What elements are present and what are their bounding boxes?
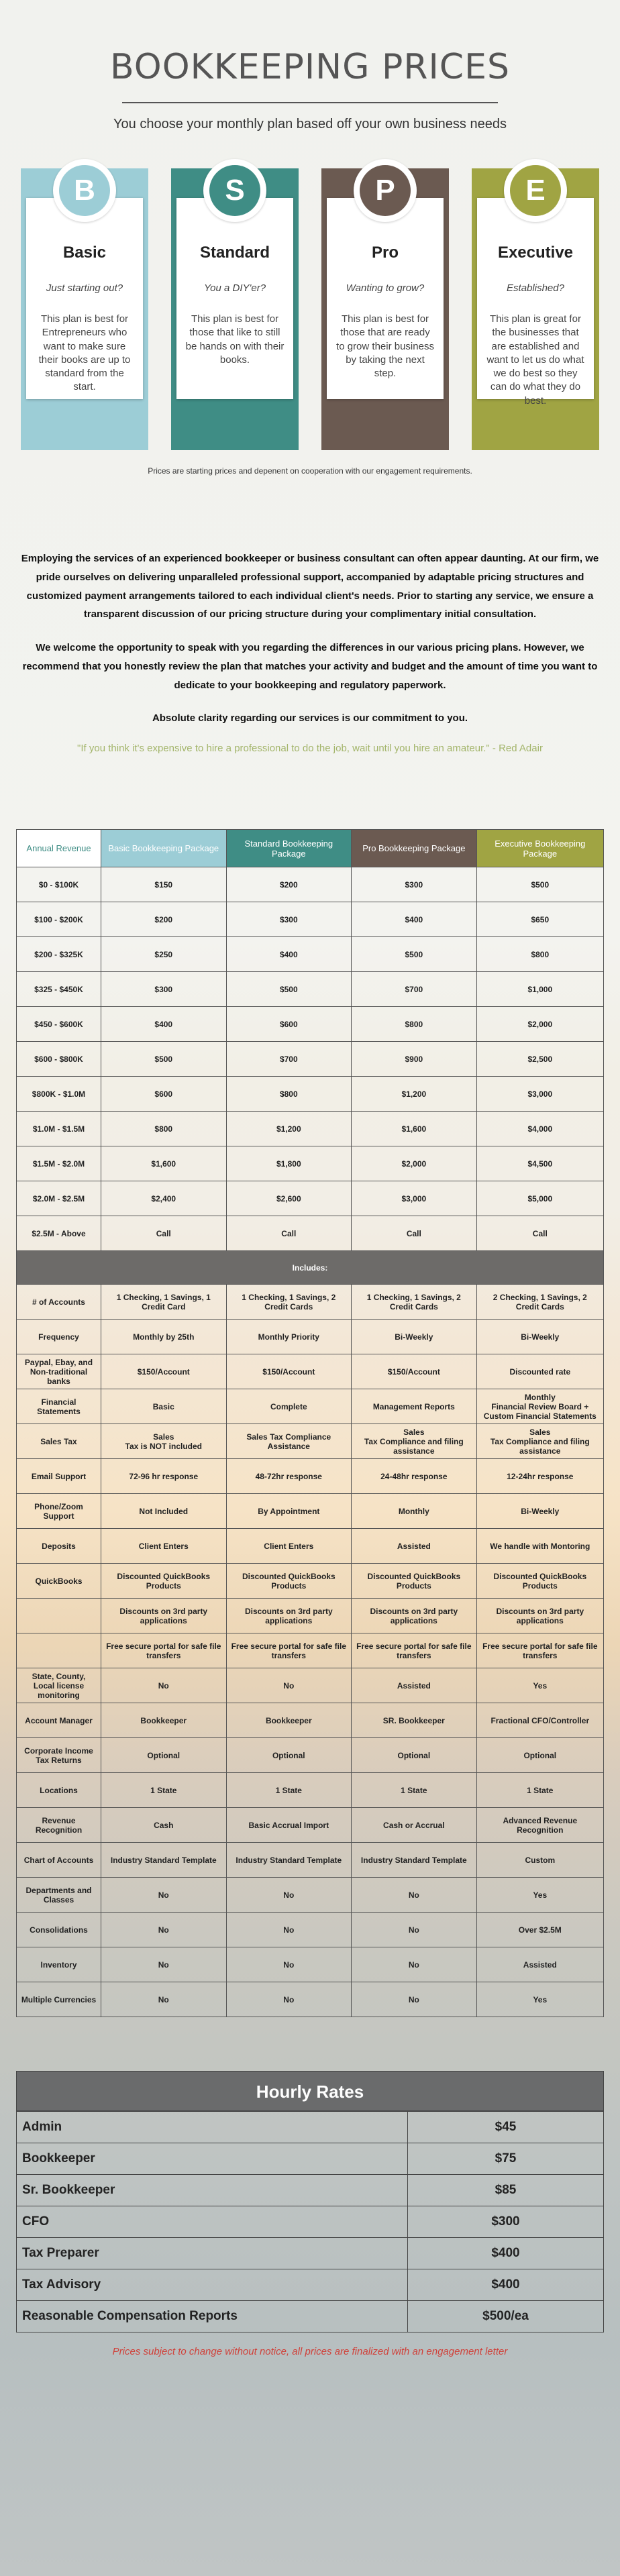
plan-card-body xyxy=(26,198,143,399)
plan-name: Pro xyxy=(371,244,399,262)
feature-value-cell: Assisted xyxy=(352,1529,477,1564)
feature-label-cell: Email Support xyxy=(17,1459,101,1494)
pricing-header-cell: Standard Bookkeeping Package xyxy=(226,830,352,867)
revenue-range-cell: $2.5M - Above xyxy=(17,1216,101,1251)
feature-value-cell: $150/Account xyxy=(352,1354,477,1389)
feature-value-cell: 1 State xyxy=(101,1773,227,1808)
plan-card-body xyxy=(477,198,594,407)
feature-value-cell: 1 State xyxy=(352,1773,477,1808)
includes-row xyxy=(17,1459,604,1494)
feature-value-cell: Yes xyxy=(476,1878,603,1913)
pricing-row xyxy=(17,902,604,937)
feature-label-cell: Revenue Recognition xyxy=(17,1808,101,1843)
hourly-role-cell: Sr. Bookkeeper xyxy=(17,2175,408,2206)
price-cell: Call xyxy=(476,1216,603,1251)
intro-section xyxy=(20,549,600,728)
feature-value-cell: Industry Standard Template xyxy=(352,1843,477,1878)
hourly-rate-row xyxy=(17,2238,604,2269)
price-cell: $200 xyxy=(101,902,227,937)
feature-value-cell: No xyxy=(352,1982,477,2017)
price-cell: Call xyxy=(101,1216,227,1251)
feature-value-cell: Free secure portal for safe file transfers xyxy=(101,1633,227,1668)
intro-paragraph-1: Employing the services of an experienced bookkeeper or business consultant can often appear daunting. At our firm, we pride ourselves on delivering unparalleled professional support, accompanied by adaptable pricing structures and customized payment arrangements tailored to each individual client's needs. Prior to starting any service, we ensure a transparent discussion of our pricing structure during your complimentary initial consultation. xyxy=(21,553,599,621)
feature-label-cell: Deposits xyxy=(17,1529,101,1564)
feature-value-cell: Basic xyxy=(101,1389,227,1424)
plan-card-standard xyxy=(171,168,299,450)
price-cell: $650 xyxy=(476,902,603,937)
feature-value-cell: Not Included xyxy=(101,1494,227,1529)
pricing-row xyxy=(17,1112,604,1146)
includes-row xyxy=(17,1633,604,1668)
revenue-range-cell: $450 - $600K xyxy=(17,1007,101,1042)
price-cell: $150 xyxy=(101,867,227,902)
price-cell: $1,000 xyxy=(476,972,603,1007)
feature-value-cell: Bookkeeper xyxy=(101,1703,227,1738)
feature-value-cell: Discounted rate xyxy=(476,1354,603,1389)
plan-letter-badge xyxy=(504,159,567,222)
hourly-role-cell: CFO xyxy=(17,2206,408,2238)
pricing-row xyxy=(17,937,604,972)
feature-label-cell: Account Manager xyxy=(17,1703,101,1738)
includes-label: Includes: xyxy=(17,1251,604,1285)
price-cell: $400 xyxy=(101,1007,227,1042)
feature-value-cell: Sales Tax is NOT included xyxy=(101,1424,227,1459)
price-cell: $300 xyxy=(226,902,352,937)
price-cell: $800 xyxy=(226,1077,352,1112)
feature-value-cell: 1 State xyxy=(476,1773,603,1808)
feature-value-cell: Custom xyxy=(476,1843,603,1878)
revenue-range-cell: $325 - $450K xyxy=(17,972,101,1007)
feature-label-cell xyxy=(17,1599,101,1633)
title-divider xyxy=(122,102,498,103)
feature-value-cell: Discounted QuickBooks Products xyxy=(101,1564,227,1599)
feature-value-cell: No xyxy=(352,1947,477,1982)
hourly-role-cell: Bookkeeper xyxy=(17,2143,408,2175)
hourly-role-cell: Reasonable Compensation Reports xyxy=(17,2301,408,2332)
hourly-rate-row xyxy=(17,2143,604,2175)
includes-row xyxy=(17,1808,604,1843)
pricing-row xyxy=(17,1181,604,1216)
feature-value-cell: By Appointment xyxy=(226,1494,352,1529)
feature-value-cell: Free secure portal for safe file transfers xyxy=(226,1633,352,1668)
includes-row xyxy=(17,1738,604,1773)
intro-paragraph-2: We welcome the opportunity to speak with you regarding the differences in our various pricing plans. However, we recommend that you honestly review the plan that matches your activity and budget and the amount of time you want to dedicate to your bookkeeping and regulatory paperwork. xyxy=(22,642,598,691)
feature-value-cell: 24-48hr response xyxy=(352,1459,477,1494)
price-cell: $900 xyxy=(352,1042,477,1077)
feature-value-cell: No xyxy=(226,1947,352,1982)
feature-value-cell: Free secure portal for safe file transfers xyxy=(476,1633,603,1668)
plan-description: This plan is best for those that are ready to grow their business by taking the next step. xyxy=(336,313,434,379)
feature-value-cell: Yes xyxy=(476,1668,603,1703)
includes-row xyxy=(17,1668,604,1703)
price-cell: $400 xyxy=(352,902,477,937)
price-cell: $1,800 xyxy=(226,1146,352,1181)
hourly-role-cell: Admin xyxy=(17,2112,408,2143)
feature-value-cell: Monthly by 25th xyxy=(101,1320,227,1354)
revenue-range-cell: $600 - $800K xyxy=(17,1042,101,1077)
pricing-row xyxy=(17,1146,604,1181)
feature-value-cell: 1 State xyxy=(226,1773,352,1808)
includes-row xyxy=(17,1703,604,1738)
footnote: Prices subject to change without notice, all prices are finalized with an engagement letter xyxy=(112,2346,508,2357)
hourly-rate-cell: $400 xyxy=(408,2238,604,2269)
price-cell: Call xyxy=(352,1216,477,1251)
price-cell: $1,200 xyxy=(226,1112,352,1146)
feature-value-cell: Discounts on 3rd party applications xyxy=(352,1599,477,1633)
plan-card-body xyxy=(176,198,293,399)
feature-label-cell: Departments and Classes xyxy=(17,1878,101,1913)
feature-label-cell: Consolidations xyxy=(17,1913,101,1947)
feature-value-cell: No xyxy=(352,1913,477,1947)
feature-label-cell: QuickBooks xyxy=(17,1564,101,1599)
revenue-range-cell: $100 - $200K xyxy=(17,902,101,937)
plan-letter: P xyxy=(360,165,411,216)
feature-value-cell: No xyxy=(226,1668,352,1703)
feature-value-cell: Monthly Financial Review Board + Custom Financial Statements xyxy=(476,1389,603,1424)
includes-row xyxy=(17,1494,604,1529)
revenue-range-cell: $1.0M - $1.5M xyxy=(17,1112,101,1146)
price-cell: $800 xyxy=(352,1007,477,1042)
price-cell: $5,000 xyxy=(476,1181,603,1216)
feature-value-cell: No xyxy=(352,1878,477,1913)
plan-description: This plan is great for the businesses that are established and want to let us do what we do best so they can do what they do best. xyxy=(486,313,584,407)
revenue-range-cell: $800K - $1.0M xyxy=(17,1077,101,1112)
includes-row xyxy=(17,1564,604,1599)
hourly-rate-row xyxy=(17,2269,604,2301)
hourly-role-cell: Tax Advisory xyxy=(17,2269,408,2301)
price-cell: $700 xyxy=(226,1042,352,1077)
feature-value-cell: Assisted xyxy=(476,1947,603,1982)
price-cell: $600 xyxy=(226,1007,352,1042)
feature-label-cell: Multiple Currencies xyxy=(17,1982,101,2017)
price-cell: $2,500 xyxy=(476,1042,603,1077)
includes-row xyxy=(17,1320,604,1354)
includes-row xyxy=(17,1982,604,2017)
price-cell: $2,000 xyxy=(352,1146,477,1181)
feature-label-cell: Corporate Income Tax Returns xyxy=(17,1738,101,1773)
hourly-role-cell: Tax Preparer xyxy=(17,2238,408,2269)
feature-value-cell: Management Reports xyxy=(352,1389,477,1424)
price-cell: $4,500 xyxy=(476,1146,603,1181)
feature-value-cell: 72-96 hr response xyxy=(101,1459,227,1494)
price-cell: $4,000 xyxy=(476,1112,603,1146)
pricing-row xyxy=(17,1042,604,1077)
feature-value-cell: Discounts on 3rd party applications xyxy=(101,1599,227,1633)
plan-cards xyxy=(0,168,620,450)
feature-value-cell: Bi-Weekly xyxy=(352,1320,477,1354)
includes-header-row xyxy=(17,1251,604,1285)
feature-value-cell: Sales Tax Compliance and filing assistance xyxy=(352,1424,477,1459)
feature-label-cell: Financial Statements xyxy=(17,1389,101,1424)
pricing-header-cell: Annual Revenue xyxy=(17,830,101,867)
price-cell: $500 xyxy=(101,1042,227,1077)
price-cell: $200 xyxy=(226,867,352,902)
feature-value-cell: Optional xyxy=(101,1738,227,1773)
price-cell: $800 xyxy=(101,1112,227,1146)
feature-value-cell: Complete xyxy=(226,1389,352,1424)
feature-value-cell: Optional xyxy=(352,1738,477,1773)
includes-row xyxy=(17,1913,604,1947)
hourly-rate-row xyxy=(17,2112,604,2143)
feature-value-cell: Discounted QuickBooks Products xyxy=(352,1564,477,1599)
feature-value-cell: 2 Checking, 1 Savings, 2 Credit Cards xyxy=(476,1285,603,1320)
feature-value-cell: Advanced Revenue Recognition xyxy=(476,1808,603,1843)
hourly-rate-cell: $400 xyxy=(408,2269,604,2301)
plan-tagline: You a DIY'er? xyxy=(203,282,266,294)
pricing-row xyxy=(17,972,604,1007)
feature-value-cell: 12-24hr response xyxy=(476,1459,603,1494)
price-cell: $1,600 xyxy=(352,1112,477,1146)
includes-row xyxy=(17,1599,604,1633)
price-cell: $250 xyxy=(101,937,227,972)
plan-card-body xyxy=(327,198,444,399)
pricing-header-cell: Executive Bookkeeping Package xyxy=(476,830,603,867)
feature-value-cell: Discounts on 3rd party applications xyxy=(226,1599,352,1633)
feature-value-cell: Assisted xyxy=(352,1668,477,1703)
hourly-rates-title: Hourly Rates xyxy=(16,2071,604,2111)
feature-value-cell: Sales Tax Compliance Assistance xyxy=(226,1424,352,1459)
feature-label-cell: Paypal, Ebay, and Non-traditional banks xyxy=(17,1354,101,1389)
feature-value-cell: Fractional CFO/Controller xyxy=(476,1703,603,1738)
price-cell: $700 xyxy=(352,972,477,1007)
price-cell: $1,200 xyxy=(352,1077,477,1112)
plan-description: This plan is best for Entrepreneurs who want to make sure their books are up to standard from the start. xyxy=(38,313,131,393)
feature-value-cell: We handle with Montoring xyxy=(476,1529,603,1564)
feature-value-cell: Basic Accrual Import xyxy=(226,1808,352,1843)
hourly-rate-cell: $75 xyxy=(408,2143,604,2175)
plans-note: Prices are starting prices and depenent on cooperation with our engagement requirements. xyxy=(148,466,472,476)
pricing-table xyxy=(16,829,604,2017)
feature-value-cell: No xyxy=(226,1982,352,2017)
hourly-rates-section xyxy=(16,2071,604,2332)
page-header xyxy=(0,0,620,132)
price-cell: $800 xyxy=(476,937,603,972)
includes-row xyxy=(17,1947,604,1982)
feature-value-cell: Industry Standard Template xyxy=(101,1843,227,1878)
includes-row xyxy=(17,1285,604,1320)
feature-label-cell: Locations xyxy=(17,1773,101,1808)
feature-value-cell: Discounted QuickBooks Products xyxy=(476,1564,603,1599)
feature-value-cell: Cash or Accrual xyxy=(352,1808,477,1843)
feature-value-cell: Discounted QuickBooks Products xyxy=(226,1564,352,1599)
pricing-row xyxy=(17,1007,604,1042)
pricing-row xyxy=(17,867,604,902)
price-cell: $400 xyxy=(226,937,352,972)
plan-card-executive xyxy=(472,168,599,450)
price-cell: $2,400 xyxy=(101,1181,227,1216)
feature-value-cell: No xyxy=(101,1982,227,2017)
feature-value-cell: Bi-Weekly xyxy=(476,1494,603,1529)
revenue-range-cell: $0 - $100K xyxy=(17,867,101,902)
price-cell: $600 xyxy=(101,1077,227,1112)
includes-row xyxy=(17,1354,604,1389)
plan-card-basic xyxy=(21,168,148,450)
plan-letter: B xyxy=(59,165,110,216)
plan-name: Executive xyxy=(497,244,574,262)
feature-value-cell: Sales Tax Compliance and filing assistance xyxy=(476,1424,603,1459)
includes-row xyxy=(17,1424,604,1459)
feature-value-cell: Yes xyxy=(476,1982,603,2017)
includes-row xyxy=(17,1773,604,1808)
feature-value-cell: Optional xyxy=(226,1738,352,1773)
feature-value-cell: Monthly Priority xyxy=(226,1320,352,1354)
includes-row xyxy=(17,1878,604,1913)
pricing-row xyxy=(17,1216,604,1251)
page-title: BOOKKEEPING PRICES xyxy=(110,47,510,87)
plan-name: Standard xyxy=(199,244,270,262)
price-cell: $1,600 xyxy=(101,1146,227,1181)
plan-card-pro xyxy=(321,168,449,450)
feature-value-cell: Monthly xyxy=(352,1494,477,1529)
feature-value-cell: No xyxy=(226,1878,352,1913)
feature-value-cell: Over $2.5M xyxy=(476,1913,603,1947)
hourly-rate-row xyxy=(17,2206,604,2238)
feature-label-cell: # of Accounts xyxy=(17,1285,101,1320)
price-cell: $300 xyxy=(101,972,227,1007)
price-cell: $500 xyxy=(226,972,352,1007)
feature-value-cell: $150/Account xyxy=(226,1354,352,1389)
includes-row xyxy=(17,1843,604,1878)
hourly-rate-cell: $85 xyxy=(408,2175,604,2206)
feature-value-cell: Bi-Weekly xyxy=(476,1320,603,1354)
feature-label-cell xyxy=(17,1633,101,1668)
feature-label-cell: Sales Tax xyxy=(17,1424,101,1459)
plan-description: This plan is best for those that like to still be hands on with their books. xyxy=(185,313,285,366)
price-cell: Call xyxy=(226,1216,352,1251)
feature-value-cell: 1 Checking, 1 Savings, 1 Credit Card xyxy=(101,1285,227,1320)
price-cell: $3,000 xyxy=(476,1077,603,1112)
quote: "If you think it's expensive to hire a professional to do the job, wait until you hire an amateur." - Red Adair xyxy=(77,743,543,754)
pricing-row xyxy=(17,1077,604,1112)
plan-letter: E xyxy=(510,165,561,216)
feature-value-cell: Industry Standard Template xyxy=(226,1843,352,1878)
feature-value-cell: 1 Checking, 1 Savings, 2 Credit Cards xyxy=(352,1285,477,1320)
hourly-rate-row xyxy=(17,2175,604,2206)
plan-letter-badge xyxy=(53,159,116,222)
revenue-range-cell: $2.0M - $2.5M xyxy=(17,1181,101,1216)
price-cell: $300 xyxy=(352,867,477,902)
feature-value-cell: Client Enters xyxy=(226,1529,352,1564)
hourly-rate-cell: $300 xyxy=(408,2206,604,2238)
plan-tagline: Established? xyxy=(507,282,564,294)
intro-paragraph-3: Absolute clarity regarding our services is our commitment to you. xyxy=(152,712,468,724)
price-cell: $500 xyxy=(476,867,603,902)
feature-value-cell: Discounts on 3rd party applications xyxy=(476,1599,603,1633)
pricing-header-row xyxy=(17,830,604,867)
feature-value-cell: Free secure portal for safe file transfers xyxy=(352,1633,477,1668)
page-subtitle: You choose your monthly plan based off your own business needs xyxy=(113,117,507,131)
hourly-rate-cell: $45 xyxy=(408,2112,604,2143)
feature-value-cell: No xyxy=(101,1878,227,1913)
feature-value-cell: SR. Bookkeeper xyxy=(352,1703,477,1738)
price-cell: $500 xyxy=(352,937,477,972)
feature-value-cell: Optional xyxy=(476,1738,603,1773)
price-cell: $2,600 xyxy=(226,1181,352,1216)
plan-tagline: Just starting out? xyxy=(46,282,123,294)
revenue-range-cell: $200 - $325K xyxy=(17,937,101,972)
feature-label-cell: Phone/Zoom Support xyxy=(17,1494,101,1529)
revenue-range-cell: $1.5M - $2.0M xyxy=(17,1146,101,1181)
feature-value-cell: No xyxy=(101,1668,227,1703)
feature-label-cell: State, County, Local license monitoring xyxy=(17,1668,101,1703)
price-cell: $2,000 xyxy=(476,1007,603,1042)
feature-value-cell: 48-72hr response xyxy=(226,1459,352,1494)
feature-value-cell: No xyxy=(101,1947,227,1982)
feature-label-cell: Frequency xyxy=(17,1320,101,1354)
feature-value-cell: Client Enters xyxy=(101,1529,227,1564)
feature-value-cell: No xyxy=(226,1913,352,1947)
feature-value-cell: No xyxy=(101,1913,227,1947)
pricing-header-cell: Basic Bookkeeping Package xyxy=(101,830,227,867)
price-cell: $3,000 xyxy=(352,1181,477,1216)
hourly-rate-row xyxy=(17,2301,604,2332)
hourly-rates-table xyxy=(16,2111,604,2332)
feature-label-cell: Inventory xyxy=(17,1947,101,1982)
feature-value-cell: Bookkeeper xyxy=(226,1703,352,1738)
plan-letter: S xyxy=(209,165,260,216)
includes-row xyxy=(17,1529,604,1564)
feature-value-cell: 1 Checking, 1 Savings, 2 Credit Cards xyxy=(226,1285,352,1320)
plan-name: Basic xyxy=(62,244,107,262)
feature-value-cell: Cash xyxy=(101,1808,227,1843)
feature-label-cell: Chart of Accounts xyxy=(17,1843,101,1878)
plan-tagline: Wanting to grow? xyxy=(346,282,425,294)
plan-letter-badge xyxy=(354,159,417,222)
hourly-rate-cell: $500/ea xyxy=(408,2301,604,2332)
pricing-header-cell: Pro Bookkeeping Package xyxy=(352,830,477,867)
plan-letter-badge xyxy=(203,159,266,222)
feature-value-cell: $150/Account xyxy=(101,1354,227,1389)
includes-row xyxy=(17,1389,604,1424)
